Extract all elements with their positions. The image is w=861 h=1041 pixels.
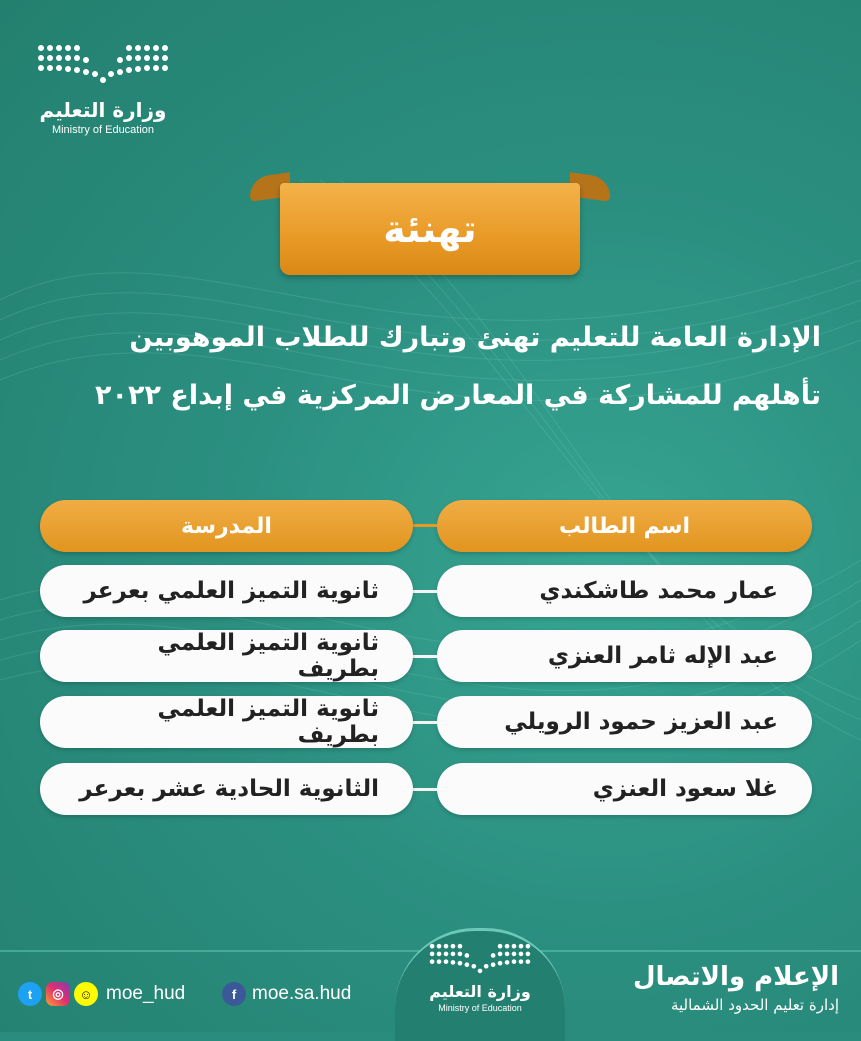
footer-logo-icon (425, 940, 535, 974)
banner-title: تهنئة (383, 207, 477, 251)
footer-logo-english: Ministry of Education (438, 1003, 522, 1013)
row-4-school: الثانوية الحادية عشر بعرعر (40, 763, 413, 815)
title-banner (250, 175, 610, 280)
department-title: الإعلام والاتصال (632, 962, 839, 992)
intro-line-1: الإدارة العامة للتعليم تهنئ وتبارك للطلاب الموهوبين (129, 322, 821, 353)
row-2-student-name: عبد الإله ثامر العنزي (437, 630, 812, 682)
footer-logo-arabic: وزارة التعليم (429, 982, 531, 1001)
ministry-logo-icon (33, 40, 173, 84)
department-subtitle: إدارة تعليم الحدود الشمالية (670, 996, 839, 1014)
facebook-icon[interactable]: f (222, 982, 246, 1006)
social-handle-group (18, 982, 185, 1006)
row-4-student-name: غلا سعود العنزي (437, 763, 812, 815)
facebook-handle-group (222, 982, 351, 1006)
social-handle[interactable]: moe_hud (106, 983, 186, 1004)
row-3-connector (413, 721, 437, 724)
twitter-icon[interactable]: t (18, 982, 42, 1006)
header-school: المدرسة (40, 500, 413, 552)
row-1-connector (413, 590, 437, 593)
instagram-icon[interactable]: ◎ (46, 982, 70, 1006)
row-2-connector (413, 655, 437, 658)
facebook-handle[interactable]: moe.sa.hud (252, 983, 352, 1004)
header-student-name: اسم الطالب (437, 500, 812, 552)
snapchat-icon[interactable]: ☺ (74, 982, 98, 1006)
logo-english-text: Ministry of Education (51, 124, 155, 136)
footer-ministry-logo (410, 940, 550, 1013)
department-block (633, 962, 839, 1014)
intro-line-2: تأهلهم للمشاركة في المعارض المركزية في إبداع ٢٠٢٢ (95, 380, 821, 411)
row-2-school: ثانوية التميز العلمي بطريف (40, 630, 413, 682)
row-3-school: ثانوية التميز العلمي بطريف (40, 696, 413, 748)
row-4-connector (413, 788, 437, 791)
row-3-student-name: عبد العزيز حمود الرويلي (437, 696, 812, 748)
row-1-school: ثانوية التميز العلمي بعرعر (40, 565, 413, 617)
logo-arabic-text: وزارة التعليم (39, 98, 167, 122)
header-connector (413, 524, 437, 527)
ministry-logo (28, 40, 178, 150)
row-1-student-name: عمار محمد طاشكندي (437, 565, 812, 617)
banner-ribbon (280, 183, 580, 275)
